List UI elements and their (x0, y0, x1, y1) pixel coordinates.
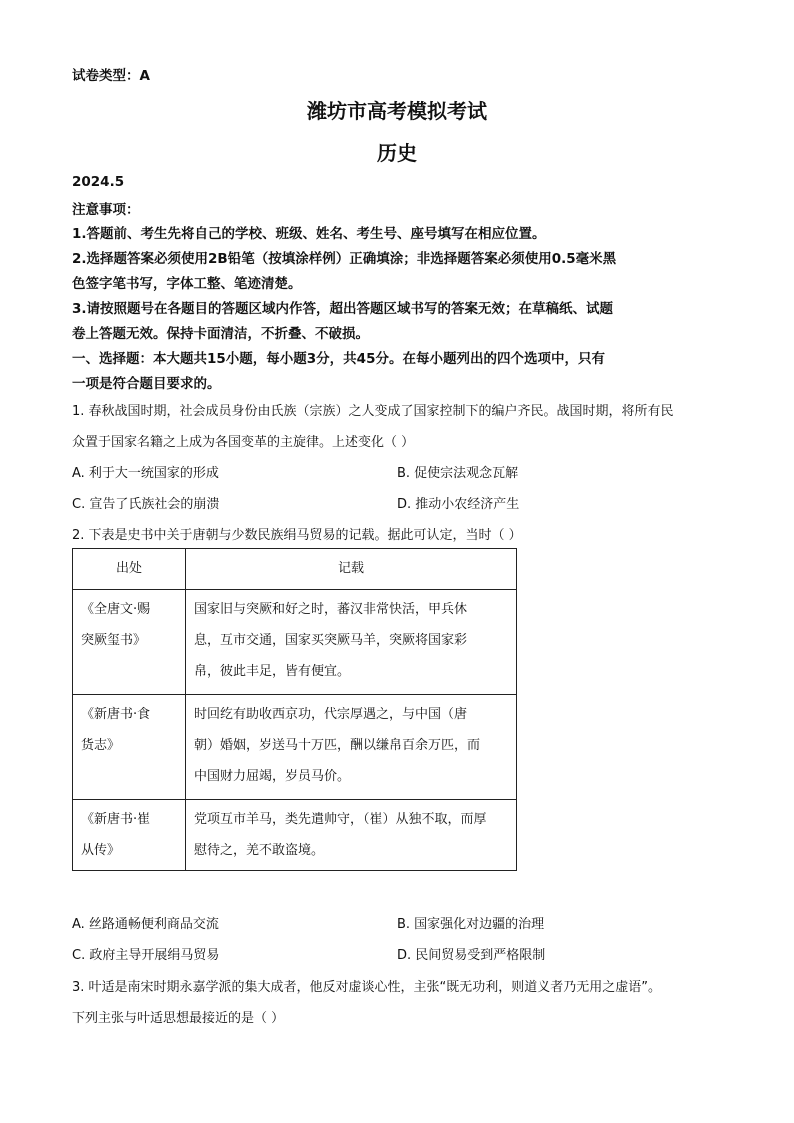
question-3-stem-cont: 下列主张与叶适思想最接近的是（ ） (72, 1011, 285, 1026)
cell-line: 时回纥有助收西京功，代宗厚遇之，与中国（唐 (194, 707, 468, 722)
note-line: 2.选择题答案必须使用2B铅笔（按填涂样例）正确填涂；非选择题答案必须使用0.5毫米黑 (72, 251, 617, 267)
q2-option-b: B. 国家强化对边疆的治理 (397, 917, 545, 932)
note-line: 卷上答题无效。保持卡面清洁，不折叠、不破损。 (72, 326, 369, 342)
table-row (73, 695, 517, 800)
exam-date: 2024.5 (72, 174, 125, 190)
cell-line: 《新唐书·食 (81, 707, 151, 722)
cell-line: 慰待之，羌不敢盗境。 (194, 843, 325, 858)
cell-line: 《全唐文·赐 (81, 602, 151, 617)
table-header-source: 出处 (73, 549, 186, 590)
table-row (73, 800, 517, 871)
notes-heading: 注意事项： (72, 202, 140, 218)
cell-line: 帛，彼此丰足，皆有便宜。 (194, 664, 351, 679)
table-cell-record (186, 590, 517, 695)
exam-title: 潍坊市高考模拟考试 (307, 99, 487, 123)
section-heading: 一、选择题：本大题共15小题，每小题3分，共45分。在每小题列出的四个选项中，只有 (72, 351, 605, 367)
cell-line: 党项互市羊马，类先遣帅守，（崔）从独不取，而厚 (194, 812, 487, 827)
table-cell-record (186, 800, 517, 871)
q1-option-b: B. 促使宗法观念瓦解 (397, 466, 519, 481)
table-cell-source (73, 695, 186, 800)
subject-title: 历史 (377, 141, 417, 165)
question-1-stem: 1. 春秋战国时期，社会成员身份由氏族（宗族）之人变成了国家控制下的编户齐民。战国时期，将所有民 (72, 404, 674, 419)
trade-records-table (72, 548, 517, 871)
q1-option-d: D. 推动小农经济产生 (397, 497, 520, 512)
note-line: 1.答题前、考生先将自己的学校、班级、姓名、考生号、座号填写在相应位置。 (72, 226, 546, 242)
cell-line: 从传》 (81, 843, 121, 858)
q1-option-a: A. 利于大一统国家的形成 (72, 466, 219, 481)
q1-option-c: C. 宣告了氏族社会的崩溃 (72, 497, 220, 512)
cell-line: 国家旧与突厥和好之时，蕃汉非常快活，甲兵休 (194, 602, 468, 617)
cell-line: 中国财力屈竭，岁员马价。 (194, 769, 351, 784)
q2-option-a: A. 丝路通畅便利商品交流 (72, 917, 219, 932)
cell-line: 《新唐书·崔 (81, 812, 151, 827)
table-header-record: 记载 (186, 549, 517, 590)
question-3-stem: 3. 叶适是南宋时期永嘉学派的集大成者，他反对虚谈心性，主张“既无功利，则道义者乃无用之虚语”。 (72, 980, 662, 995)
paper-type: 试卷类型：A (72, 68, 150, 84)
section-heading-cont: 一项是符合题目要求的。 (72, 376, 221, 392)
table-cell-source (73, 590, 186, 695)
table-cell-source (73, 800, 186, 871)
cell-line: 突厥玺书》 (81, 633, 147, 648)
question-2-stem: 2. 下表是史书中关于唐朝与少数民族绢马贸易的记载。据此可认定，当时（ ） (72, 528, 522, 543)
cell-line: 朝）婚姻，岁送马十万匹，酬以缣帛百余万匹，而 (194, 738, 481, 753)
q2-option-c: C. 政府主导开展绢马贸易 (72, 948, 220, 963)
table-cell-record (186, 695, 517, 800)
question-1-stem-cont: 众置于国家名籍之上成为各国变革的主旋律。上述变化（ ） (72, 435, 415, 450)
note-line: 3.请按照题号在各题目的答题区域内作答，超出答题区域书写的答案无效；在草稿纸、试题 (72, 301, 614, 317)
table-row (73, 590, 517, 695)
cell-line: 息，互市交通，国家买突厥马羊，突厥将国家彩 (194, 633, 468, 648)
cell-line: 货志》 (81, 738, 121, 753)
note-line: 色签字笔书写，字体工整、笔迹清楚。 (72, 276, 302, 292)
table-header-row (73, 549, 517, 590)
q2-option-d: D. 民间贸易受到严格限制 (397, 948, 546, 963)
